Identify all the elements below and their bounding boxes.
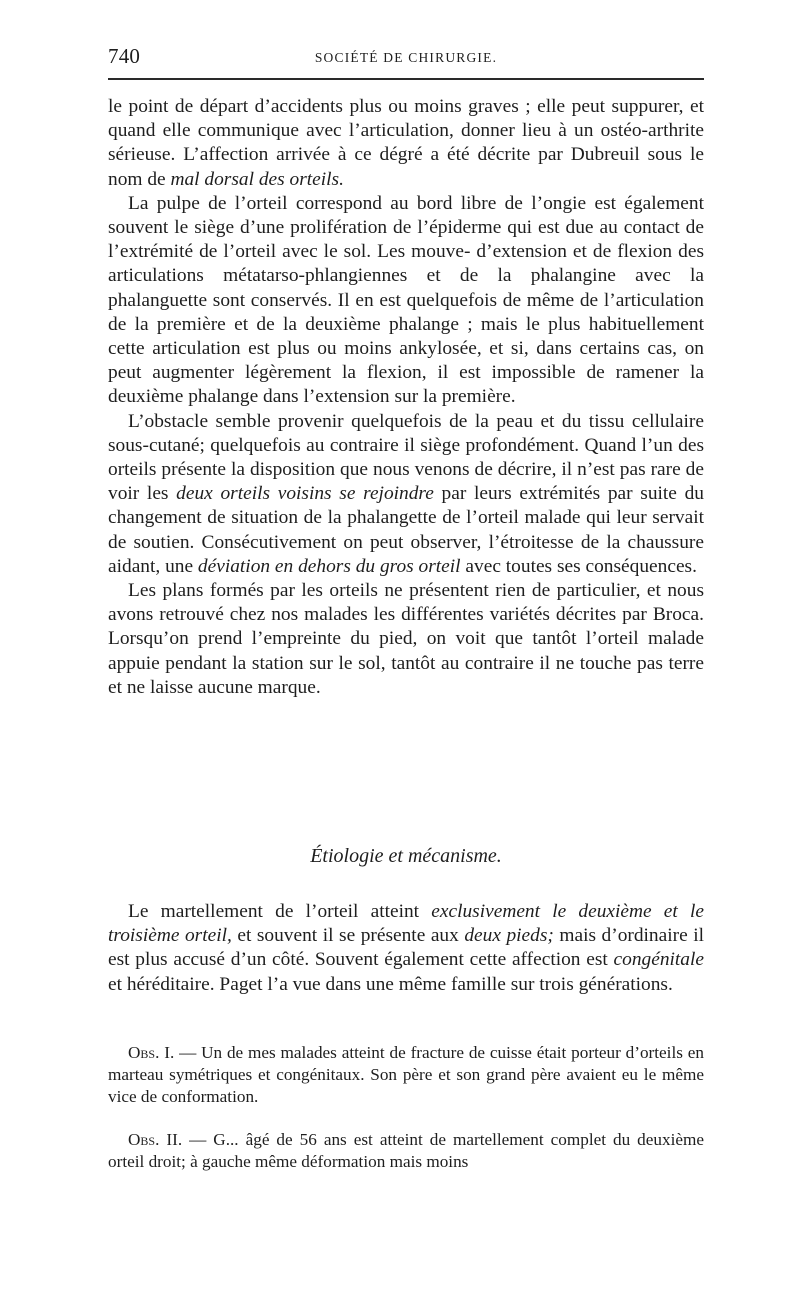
running-title: SOCIÉTÉ DE CHIRURGIE.: [314, 50, 498, 65]
observation-2-paragraph: [108, 1129, 704, 1173]
etiology-paragraph: [108, 900, 704, 997]
body-text: [108, 95, 704, 700]
paragraph-1-italic-1: mal dorsal des orteils.: [170, 168, 344, 190]
paragraph-3-text-1: L’obstacle semble provenir quelquefois de la peau et du tissu cellulaire sous-cutané; quelquefois au contraire il siège profondément. Quand l’un des orteils présente la disposition que nous venons de décrire, il n’est pas rare de voir les: [108, 410, 704, 505]
etiology-text-2: et souvent il se présente aux: [231, 925, 465, 947]
etiology-text: [108, 900, 704, 997]
paragraph-1: [108, 95, 704, 192]
etiology-italic-3: congénitale: [613, 949, 704, 971]
running-head: [108, 44, 704, 70]
etiology-italic-1: exclusivement le deuxième et le troisième orteil,: [108, 901, 704, 947]
observation-1-label: Obs. I.: [128, 1043, 175, 1062]
observation-2: [108, 1129, 704, 1173]
paragraph-3-italic-1: deux orteils voisins se rejoindre: [176, 483, 434, 505]
paragraph-2: La pulpe de l’orteil correspond au bord libre de l’ongie est également souvent le siège d’une prolifération de l’épiderme qui est due au contact de l’extrémité de l’orteil avec le sol. Les mouve- d’extension et de flexion des articulations métatarso-phlangiennes et de la phalangine avec la phalanguette sont conservés. Il en est quelquefois de même de l’articulation de la première et de la deuxième phalange ; mais le plus habituellement cette articulation est plus ou moins ankylosée, et si, dans certains cas, on peut augmenter légèrement la flexion, il est impossible de ramener la deuxième phalange dans l’extension sur la première.: [108, 192, 704, 408]
observation-2-label: Obs. II.: [128, 1130, 183, 1149]
paragraph-3: [108, 410, 704, 579]
observation-2-text: — G... âgé de 56 ans est atteint de martellement complet du deuxième orteil droit; à gauche même déformation mais moins: [108, 1130, 704, 1171]
observation-1: [108, 1042, 704, 1108]
observation-1-text: — Un de mes malades atteint de fracture de cuisse était porteur d’orteils en marteau symétriques et congénitaux. Son père et son grand père avaient eu le même vice de conformation.: [108, 1043, 704, 1106]
etiology-text-3: mais d’ordinaire il est plus accusé d’un côté. Souvent également cette affection est: [108, 925, 704, 971]
page-number: 740: [108, 44, 141, 68]
observation-1-paragraph: [108, 1042, 704, 1108]
paragraph-4: Les plans formés par les orteils ne présentent rien de particulier, et nous avons retrouvé chez nos malades les différentes variétés décrites par Broca. Lorsqu’on prend l’empreinte du pied, on voit que tantôt l’orteil malade appuie pendant la station sur le sol, tantôt au contraire il ne touche pas terre et ne laisse aucune marque.: [108, 580, 704, 698]
etiology-text-1: Le martellement de l’orteil atteint: [128, 901, 432, 922]
etiology-italic-2: deux pieds;: [464, 925, 554, 947]
paragraph-3-italic-2: déviation en dehors du gros orteil: [197, 555, 461, 577]
paragraph-3-text-3: avec toutes ses conséquences.: [460, 555, 697, 577]
header-rule: [108, 78, 704, 80]
paragraph-3-text-2: par leurs extrémités par suite du changement de situation de la phalangette de l’orteil malade qui leur servait de soutien. Consécutivement on peut observer, l’étroitesse de la chaussure aidant, une: [108, 483, 705, 577]
etiology-text-4: et héréditaire. Paget l’a vue dans une même famille sur trois générations.: [108, 973, 673, 995]
section-heading: Étiologie et mécanisme.: [310, 845, 502, 867]
paragraph-1-text-1: le point de départ d’accidents plus ou moins graves ; elle peut suppurer, et quand elle communique avec l’articulation, donner lieu à un ostéo-arthrite sérieuse. L’affection arrivée à ce dégré a été décrite par Dubreuil sous le nom de: [108, 96, 704, 190]
